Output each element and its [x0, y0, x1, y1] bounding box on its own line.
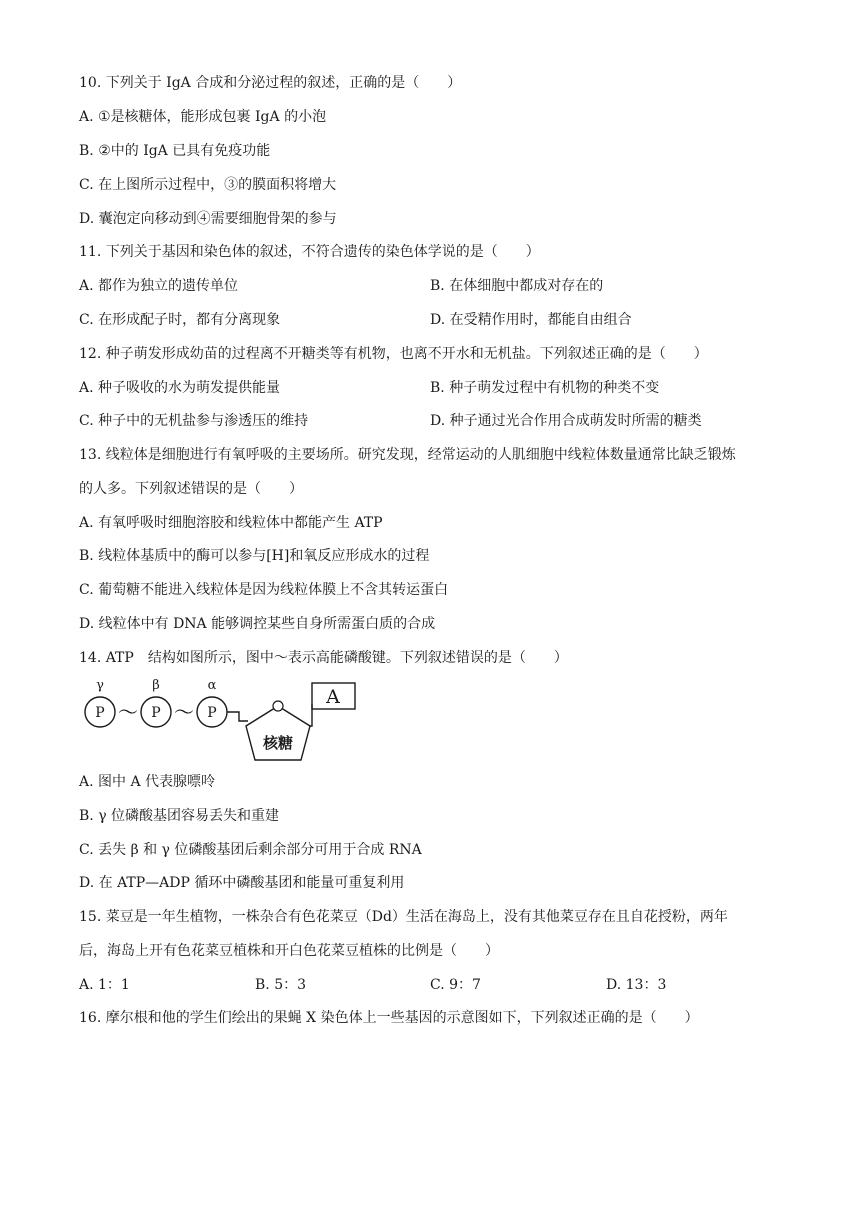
q15-stem-line-1: 15. 菜豆是一年生植物，一株杂合有色花菜豆（Dd）生活在海岛上，没有其他菜豆存在且自花授粉，两年 — [79, 909, 728, 925]
q12-option-d: D. 种子通过光合作用合成萌发时所需的糖类 — [430, 413, 702, 429]
q12-option-a: A. 种子吸收的水为萌发提供能量 — [79, 380, 281, 396]
alpha-phosphate-label: P — [207, 705, 217, 721]
q15-option-a: A. 1：1 — [79, 977, 130, 993]
q12-option-c: C. 种子中的无机盐参与渗透压的维持 — [79, 413, 309, 429]
atp-structure-diagram — [79, 676, 369, 768]
alpha-label: α — [207, 678, 217, 693]
q11-stem: 11. 下列关于基因和染色体的叙述，不符合遗传的染色体学说的是（ ） — [79, 244, 540, 260]
q11-option-c: C. 在形成配子时，都有分离现象 — [79, 312, 281, 328]
high-energy-bond-2: ～ — [174, 700, 194, 724]
q14-option-c: C. 丢失 β 和 γ 位磷酸基团后剩余部分可用于合成 RNA — [79, 842, 422, 858]
q13-option-c: C. 葡萄糖不能进入线粒体是因为线粒体膜上不含其转运蛋白 — [79, 582, 449, 598]
gamma-label: γ — [96, 678, 104, 693]
q13-stem-line-1: 13. 线粒体是细胞进行有氧呼吸的主要场所。研究发现，经常运动的人肌细胞中线粒体数量通常比缺乏锻炼 — [79, 447, 736, 463]
high-energy-bond-1: ～ — [118, 700, 138, 724]
q12-stem: 12. 种子萌发形成幼苗的过程离不开糖类等有机物，也离不开水和无机盐。下列叙述正确的是（ ） — [79, 346, 708, 362]
ribose-label: 核糖 — [262, 734, 294, 752]
gamma-phosphate-label: P — [95, 705, 105, 721]
ribose-ring-oxygen — [273, 701, 283, 711]
q14-option-d: D. 在 ATP—ADP 循环中磷酸基团和能量可重复利用 — [79, 875, 405, 891]
q13-option-a: A. 有氧呼吸时细胞溶胶和线粒体中都能产生 ATP — [79, 515, 383, 531]
q11-option-b: B. 在体细胞中都成对存在的 — [430, 278, 604, 294]
q15-option-b: B. 5：3 — [255, 977, 307, 993]
q11-option-d: D. 在受精作用时，都能自由组合 — [430, 312, 632, 328]
q13-stem-line-2: 的人多。下列叙述错误的是（ ） — [79, 481, 303, 497]
q13-option-d: D. 线粒体中有 DNA 能够调控某些自身所需蛋白质的合成 — [79, 616, 436, 632]
q15-option-c: C. 9：7 — [430, 977, 481, 993]
q10-option-c: C. 在上图所示过程中，③的膜面积将增大 — [79, 177, 337, 193]
q10-option-b: B. ②中的 IgA 已具有免疫功能 — [79, 143, 271, 159]
beta-label: β — [152, 678, 160, 693]
adenine-label: A — [326, 686, 340, 708]
q14-option-b: B. γ 位磷酸基团容易丢失和重建 — [79, 808, 280, 824]
q13-option-b: B. 线粒体基质中的酶可以参与[H]和氧反应形成水的过程 — [79, 548, 430, 564]
q15-option-d: D. 13：3 — [606, 977, 667, 993]
q14-option-a: A. 图中 A 代表腺嘌呤 — [79, 774, 216, 790]
q16-stem: 16. 摩尔根和他的学生们绘出的果蝇 X 染色体上一些基因的示意图如下，下列叙述正确的是（ ） — [79, 1010, 699, 1026]
q10-option-d: D. 囊泡定向移动到④需要细胞骨架的参与 — [79, 211, 337, 227]
q14-stem: 14. ATP 结构如图所示，图中～表示高能磷酸键。下列叙述错误的是（ ） — [79, 650, 568, 666]
q10-option-a: A. ①是核糖体，能形成包裹 IgA 的小泡 — [79, 109, 327, 125]
q12-option-b: B. 种子萌发过程中有机物的种类不变 — [430, 380, 660, 396]
beta-phosphate-label: P — [151, 705, 161, 721]
phosphate-ribose-bond — [227, 712, 248, 721]
q15-stem-line-2: 后，海岛上开有色花菜豆植株和开白色花菜豆植株的比例是（ ） — [79, 943, 499, 959]
q10-stem: 10. 下列关于 IgA 合成和分泌过程的叙述，正确的是（ ） — [79, 75, 462, 91]
q11-option-a: A. 都作为独立的遗传单位 — [79, 278, 239, 294]
